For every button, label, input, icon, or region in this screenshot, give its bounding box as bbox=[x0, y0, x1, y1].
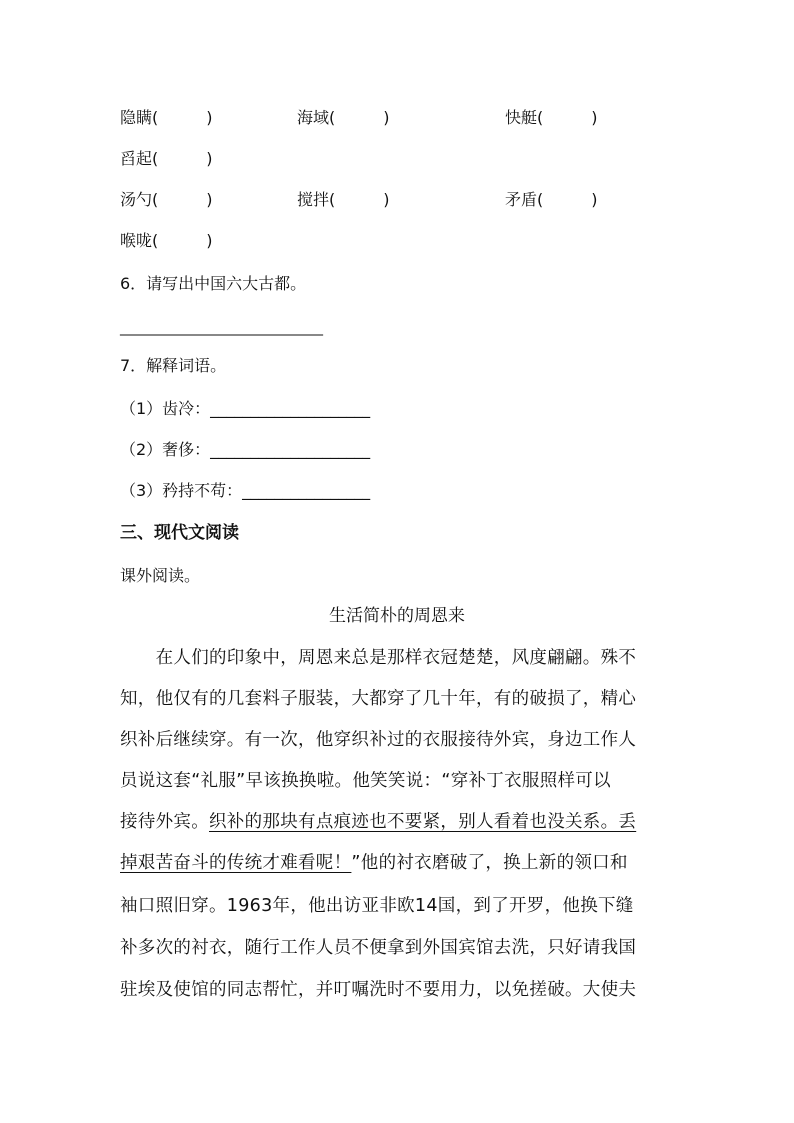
passage-text: 驻埃及使馆的同志帮忙，并叮嘱洗时不要用力，以免搓破。大使夫 bbox=[120, 980, 637, 1000]
word-item: 舀起( ) bbox=[120, 149, 213, 168]
passage-text: 织补后继续穿。有一次，他穿织补过的衣服接待外宾，身边工作人 bbox=[120, 730, 637, 750]
section-heading: 三、现代文阅读 bbox=[120, 523, 239, 543]
question-7-item: （3）矜持不苟：________________ bbox=[120, 481, 371, 500]
passage-line bbox=[120, 811, 680, 833]
word-item: 快艇( ) bbox=[505, 108, 598, 127]
question-7-item: （1）齿冷：____________________ bbox=[120, 399, 371, 418]
word-item: 隐瞒( ) bbox=[120, 108, 213, 127]
passage-text: 补多次的衬衣，随行工作人员不便拿到外国宾馆去洗，只好请我国 bbox=[120, 938, 637, 958]
word-item: 汤勺( ) bbox=[120, 190, 213, 209]
word-item: 海域( ) bbox=[297, 108, 390, 127]
passage-line bbox=[120, 688, 680, 710]
section-subheading: 课外阅读。 bbox=[120, 566, 201, 585]
underlined-text: 织补的那块有点痕迹也不要紧，别人看着也没关系。丢 bbox=[209, 812, 637, 832]
passage-line bbox=[120, 979, 680, 1001]
passage-text: 知，他仅有的几套料子服装，大都穿了几十年，有的破损了，精心 bbox=[120, 689, 637, 709]
passage-line bbox=[120, 647, 680, 669]
passage-line bbox=[120, 937, 680, 959]
question-7-item: （2）奢侈：____________________ bbox=[120, 440, 371, 459]
passage-line bbox=[120, 770, 680, 792]
passage-line bbox=[120, 729, 680, 751]
passage-text: ”他的衬衣磨破了，换上新的领口和 bbox=[351, 853, 628, 873]
word-item: 喉咙( ) bbox=[120, 231, 213, 250]
underlined-text: 掉艰苦奋斗的传统才难看呢！ bbox=[120, 853, 352, 873]
passage-line bbox=[120, 852, 680, 874]
word-item: 搅拌( ) bbox=[297, 190, 390, 209]
passage-line bbox=[120, 895, 680, 917]
passage-text: 在人们的印象中，周恩来总是那样衣冠楚楚，风度翩翩。殊不 bbox=[120, 648, 637, 668]
passage-text: 员说这套“礼服”早该换换啦。他笑笑说：“穿补丁衣服照样可以 bbox=[120, 771, 611, 791]
passage-text: 袖口照旧穿。1963年，他出访亚非欧14国，到了开罗，他换下缝 bbox=[120, 896, 634, 916]
question-6: 6．请写出中国六大古都。 bbox=[120, 274, 307, 293]
passage-text: 接待外宾。 bbox=[120, 812, 209, 832]
question-7: 7．解释词语。 bbox=[120, 356, 227, 375]
answer-blank: _____________________________ bbox=[120, 320, 323, 336]
word-item: 矛盾( ) bbox=[505, 190, 598, 209]
passage-title: 生活简朴的周恩来 bbox=[329, 606, 465, 626]
